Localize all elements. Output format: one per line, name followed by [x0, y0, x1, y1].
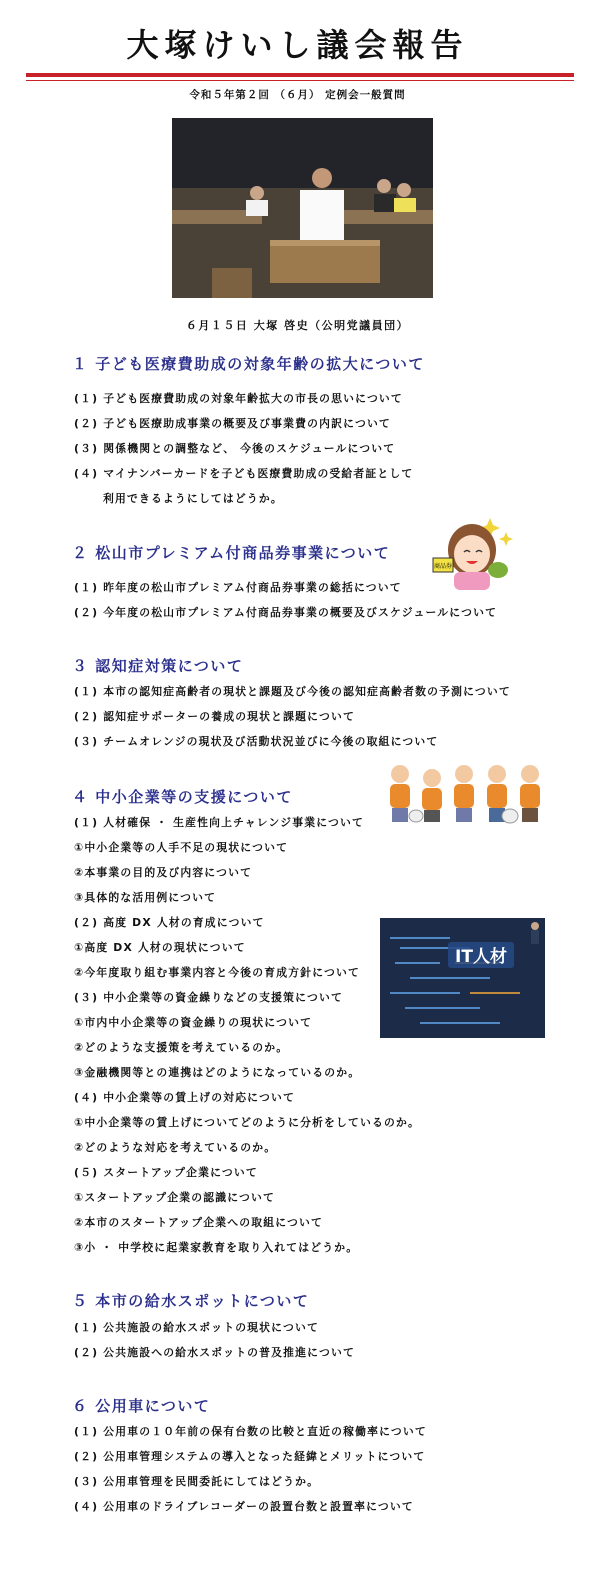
- list-item: ③金融機関等との連携はどのようになっているのか。: [74, 1066, 361, 1079]
- list-item: (１) 子ども医療費助成の対象年齢拡大の市長の思いについて: [74, 392, 403, 405]
- list-item: ①市内中小企業等の資金繰りの現状について: [74, 1016, 313, 1029]
- list-item: (３) 中小企業等の資金繰りなどの支援策について: [74, 991, 343, 1004]
- list-item: (２) 今年度の松山市プレミアム付商品券事業の概要及びスケジュールについて: [74, 606, 498, 619]
- list-item: (３) チームオレンジの現状及び活動状況並びに今後の取組について: [74, 735, 439, 748]
- title-rule-thick: [26, 73, 574, 77]
- list-item: (２) 子ども医療助成事業の概要及び事業費の内訳について: [74, 417, 391, 430]
- list-item: ②どのような対応を考えているのか。: [74, 1141, 277, 1154]
- list-item: ①高度 DX 人材の現状について: [74, 941, 246, 954]
- list-item: ②本事業の目的及び内容について: [74, 866, 253, 879]
- list-item: (３) 公用車管理を民間委託にしてはどうか。: [74, 1475, 320, 1488]
- section-heading-3: ３ 認知症対策について: [72, 657, 244, 675]
- volunteers-illustration: [382, 760, 548, 828]
- section-heading-4: ４ 中小企業等の支援について: [72, 788, 293, 806]
- list-item: (１) 昨年度の松山市プレミアム付商品券事業の総括について: [74, 581, 402, 594]
- list-item: ②本市のスタートアップ企業への取組について: [74, 1216, 323, 1229]
- section-heading-6: ６ 公用車について: [72, 1397, 211, 1415]
- list-item: (１) 公共施設の給水スポットの現状について: [74, 1321, 319, 1334]
- girl-coupon-illustration: [428, 508, 518, 590]
- girl-sign-text: 商品券: [433, 563, 453, 570]
- list-item: (２) 高度 DX 人材の育成について: [74, 916, 265, 929]
- session-subtitle: 令和５年第２回 （６月） 定例会一般質問: [189, 89, 406, 101]
- list-item: ②どのような支援策を考えているのか。: [74, 1041, 289, 1054]
- list-item: (４) 公用車のドライブレコーダーの設置台数と設置率について: [74, 1500, 414, 1513]
- list-item: ①中小企業等の人手不足の現状について: [74, 841, 289, 854]
- list-item: ①スタートアップ企業の認識について: [74, 1191, 275, 1204]
- list-item: ①中小企業等の賃上げについてどのように分析をしているのか。: [74, 1116, 421, 1129]
- assembly-photo: [172, 118, 433, 298]
- list-item: (２) 公共施設への給水スポットの普及推進について: [74, 1346, 355, 1359]
- title-rule-thin: [26, 80, 574, 81]
- list-item: ②今年度取り組む事業内容と今後の育成方針について: [74, 966, 361, 979]
- list-item: (１) 本市の認知症高齢者の現状と課題及び今後の認知症高齢者数の予測について: [74, 685, 511, 698]
- speaker-byline: ６月１５日 大塚 啓史（公明党議員団）: [185, 319, 410, 332]
- list-item: (２) 公用車管理システムの導入となった経緯とメリットについて: [74, 1450, 426, 1463]
- list-item: ③具体的な活用例について: [74, 891, 217, 904]
- section-heading-2: ２ 松山市プレミアム付商品券事業について: [72, 544, 391, 562]
- list-item: (５) スタートアップ企業について: [74, 1166, 258, 1179]
- list-item: (３) 関係機関との調整など、 今後のスケジュールについて: [74, 442, 396, 455]
- list-item: (１) 公用車の１０年前の保有台数の比較と直近の稼働率について: [74, 1425, 427, 1438]
- page-title: 大塚けいし議会報告: [126, 26, 469, 64]
- section-heading-5: ５ 本市の給水スポットについて: [72, 1292, 310, 1310]
- section-heading-1: １ 子ども医療費助成の対象年齢の拡大について: [72, 355, 425, 373]
- list-item: ③小 ・ 中学校に起業家教育を取り入れてはどうか。: [74, 1241, 359, 1254]
- list-item: (２) 認知症サポーターの養成の現状と課題について: [74, 710, 355, 723]
- list-item: (４) 中小企業等の賃上げの対応について: [74, 1091, 295, 1104]
- list-item: 利用できるようにしてはどうか。: [74, 492, 283, 505]
- list-item: (１) 人材確保 ・ 生産性向上チャレンジ事業について: [74, 816, 364, 829]
- it-image-label: IT人材: [455, 947, 507, 967]
- it-talent-image: [380, 918, 545, 1038]
- list-item: (４) マイナンバーカードを子ども医療費助成の受給者証として: [74, 467, 414, 480]
